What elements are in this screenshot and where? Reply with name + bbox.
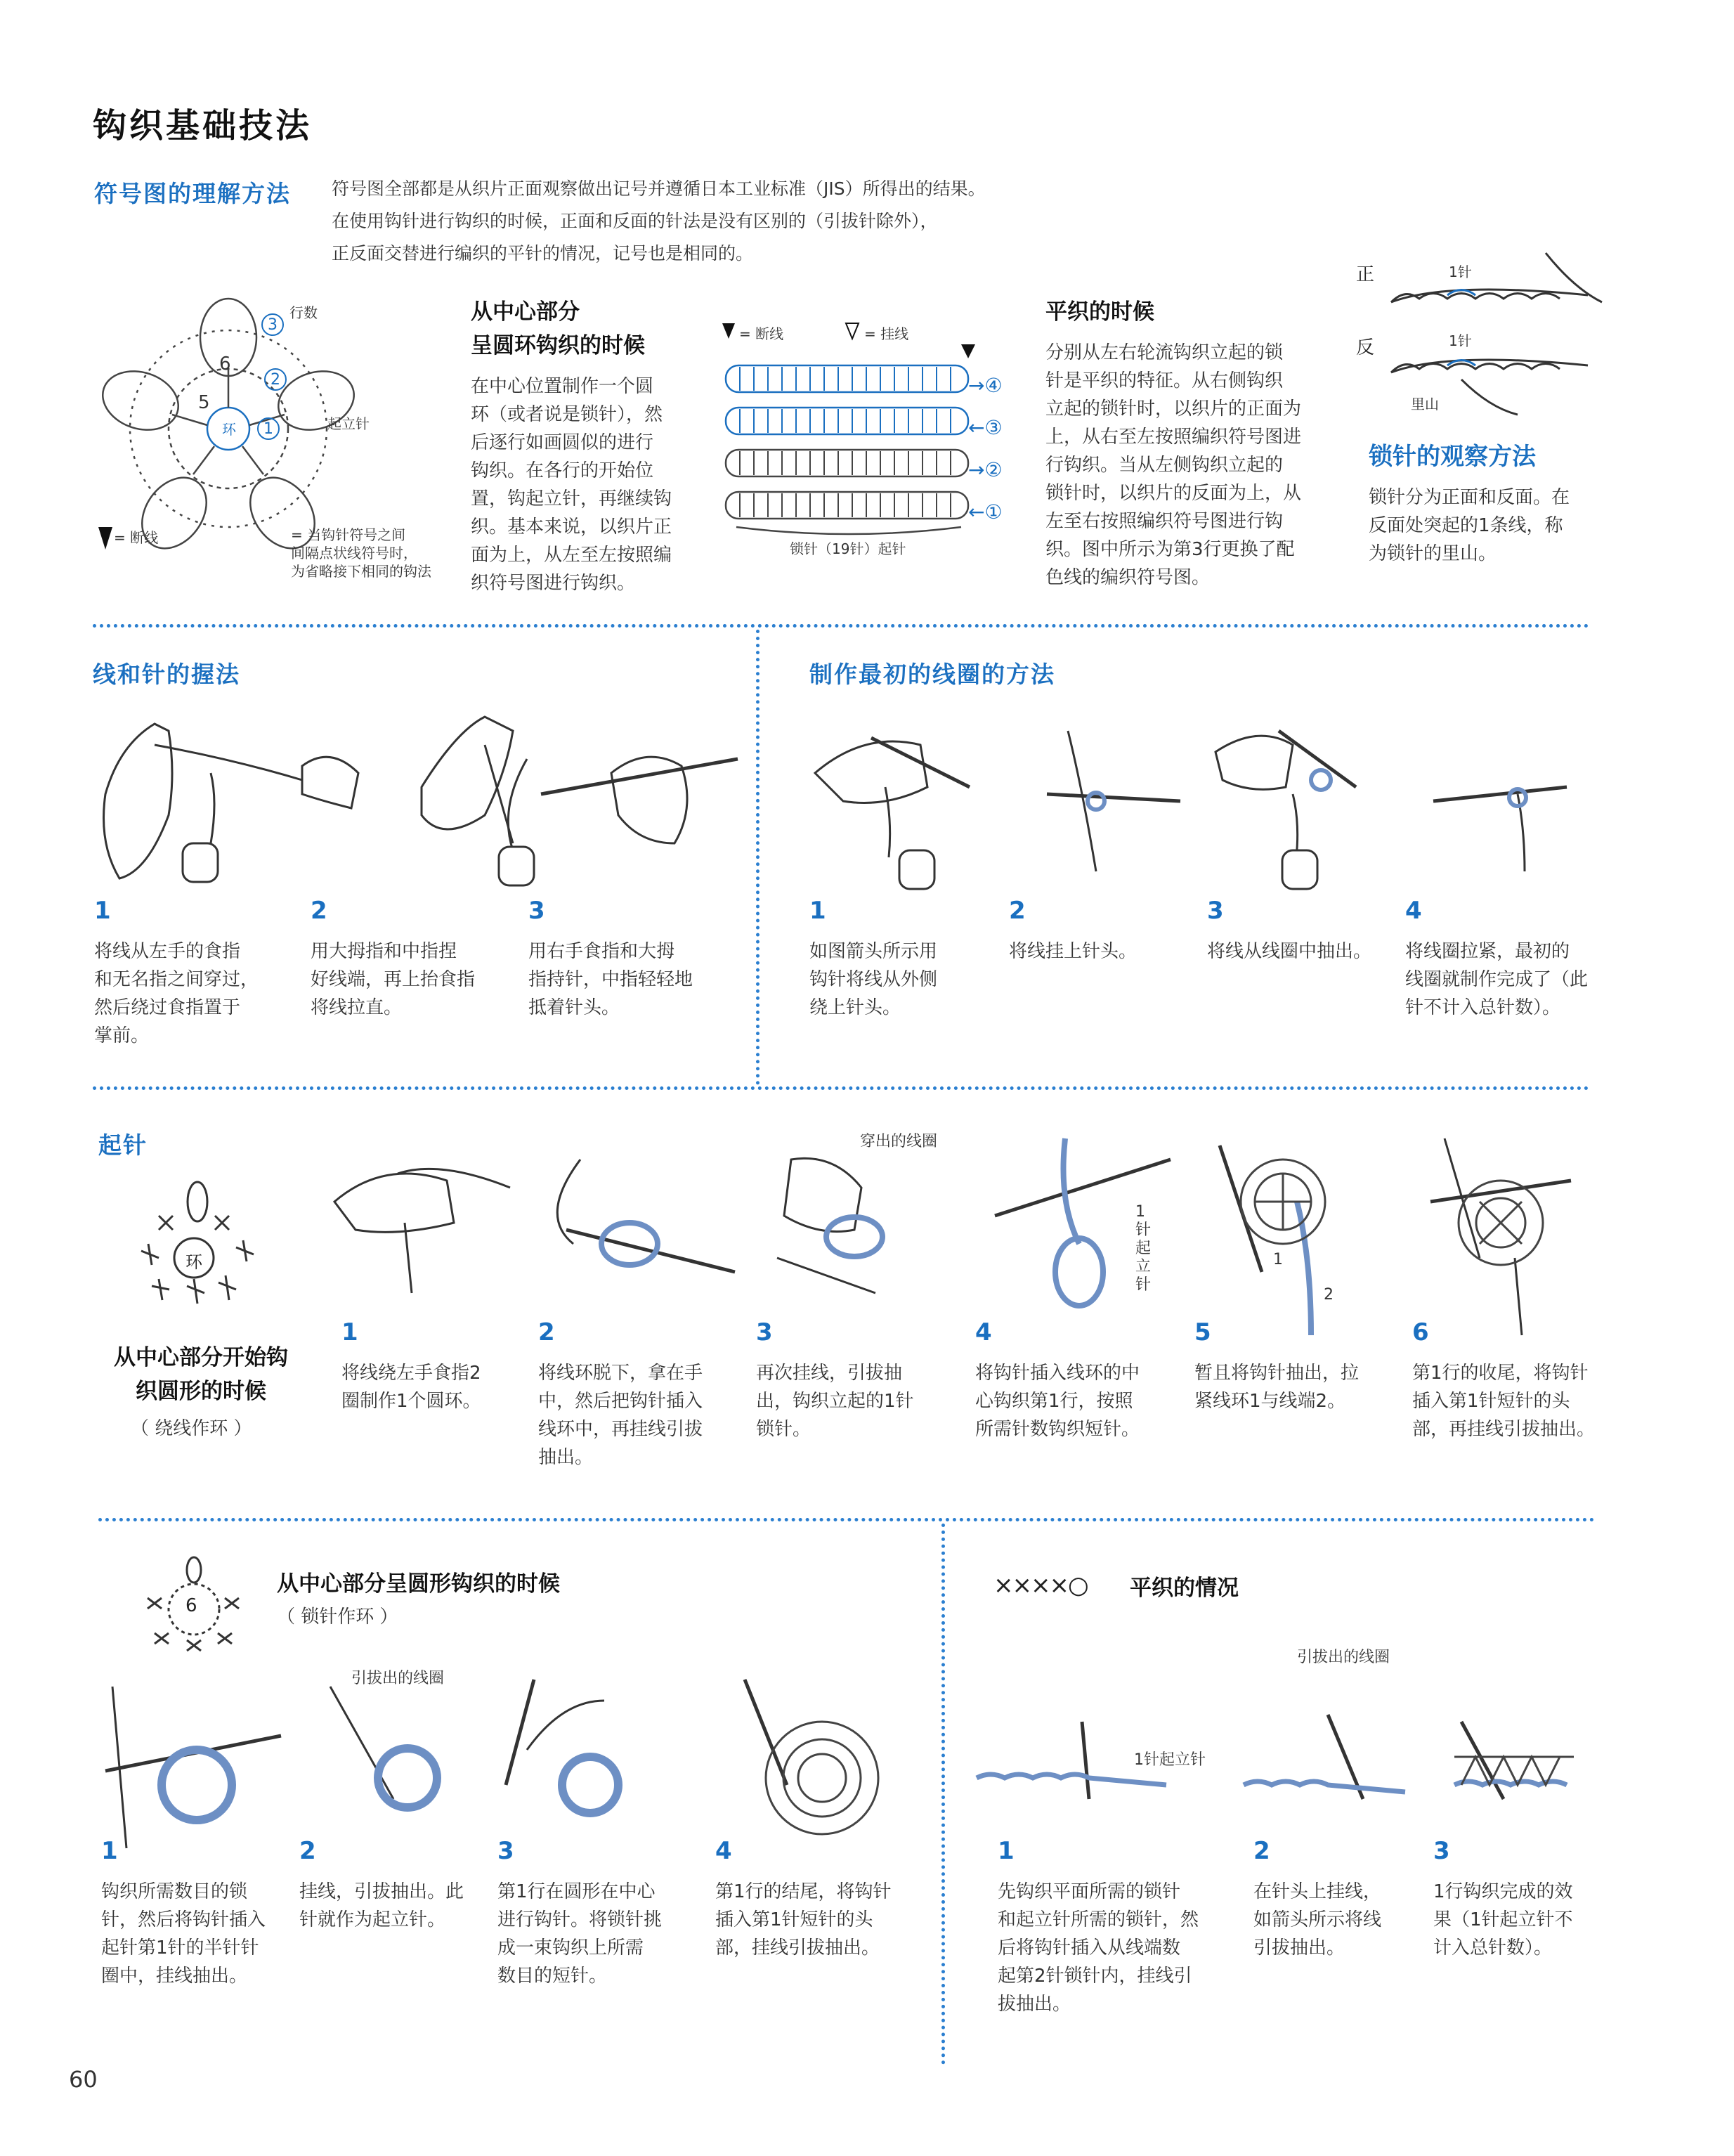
starting-illustrations: [327, 1131, 1599, 1335]
flat-legend-join: = 挂线: [864, 325, 909, 342]
flat-heading: 平织的时候: [1045, 299, 1154, 325]
chain-ring-step-3-text: 第1行在圆形在中心 进行钩针。将锁针挑 成一束钩织上所需 数目的短针。: [497, 1881, 663, 1987]
starting-ring-label: 环: [185, 1252, 202, 1272]
flat-row-3: ←③: [968, 416, 1003, 439]
first-loop-step-3-text: 将线从线圈中抽出。: [1207, 941, 1372, 962]
chain-view-heading: 锁针的观察方法: [1369, 443, 1536, 471]
starting-heading: 从中心部分开始钩 织圆形的时候: [114, 1345, 288, 1404]
first-loop-step-4-text: 将线圈拉紧，最初的 线圈就制作完成了（此 针不计入总针数）。: [1405, 941, 1589, 1018]
chain-ring-step-2-num: 2: [299, 1837, 316, 1865]
flat-text: 分别从左右轮流钩织立起的锁 针是平织的特征。从右侧钩织 立起的锁针时，以织片的正面为 上，从右至左按照编织符号图进 行钩织。当从左侧钩织立起的 锁针时，以织片的反面为上，从 左至右按照编织符号图进行钩 织。图中所示为第3行更换了配 色线的编织符号图。: [1045, 342, 1302, 588]
flat-case-step-2-num: 2: [1253, 1837, 1270, 1865]
flat-chain-label: 锁针（19针）起针: [790, 540, 906, 557]
chain-ring-illustrations: [98, 1673, 913, 1848]
starting-step-4-num: 4: [975, 1318, 992, 1346]
flat-case-step-2-text: 在针头上挂线， 如箭头所示将线 引拔抽出。: [1253, 1881, 1382, 1959]
chain-ring-num: 6: [185, 1595, 197, 1616]
chain-view-text: 锁针分为正面和反面。在 反面处突起的1条线，称 为锁针的里山。: [1369, 487, 1570, 564]
holding-step-1-text: 将线从左手的食指 和无名指之间穿过， 然后绕过食指置于 掌前。: [94, 941, 259, 1046]
chain-ring-sub: （ 锁针作环 ）: [277, 1606, 398, 1628]
chain-back-label: 反: [1356, 337, 1375, 358]
flat-legend-cut: = 断线: [739, 325, 784, 342]
divider-2: [93, 1086, 1589, 1090]
divider-vertical-2: [941, 1524, 945, 2065]
starting-step-1-text: 将线绕左手食指2 圈制作1个圆环。: [341, 1363, 481, 1412]
starting-step-2-text: 将线环脱下，拿在手 中，然后把钩针插入 线环中，再挂线引拔 抽出。: [538, 1363, 703, 1468]
divider-3: [98, 1518, 1595, 1521]
row-num-2: 2: [270, 371, 280, 389]
first-loop-section-title: 制作最初的线圈的方法: [809, 661, 1055, 688]
chain-mountain-label: 里山: [1411, 396, 1439, 413]
starting-step-2-num: 2: [538, 1318, 555, 1346]
symbols-section-title: 符号图的理解方法: [94, 180, 291, 207]
flat-case-loop-label: 引拔出的线圈: [1297, 1649, 1390, 1666]
holding-section-title: 线和针的握法: [93, 661, 240, 688]
starting-step-6-text: 第1行的收尾，将钩针 插入第1针短针的头 部，再挂线引拔抽出。: [1412, 1363, 1596, 1440]
flat-case-step-3-text: 1行钩织完成的效 果（1针起立针不 计入总针数）。: [1433, 1881, 1573, 1959]
flat-row-2: →②: [968, 458, 1003, 481]
starting-arrow-2: 2: [1324, 1286, 1334, 1304]
flat-case-step-1-text: 先钩织平面所需的锁针 和起立针所需的锁针，然 后将钩针插入从线端数 起第2针锁针内，挂线引 拔抽出。: [998, 1881, 1199, 2015]
holding-step-2-num: 2: [311, 897, 327, 925]
starting-step-5-num: 5: [1194, 1318, 1211, 1346]
flat-case-step-1-num: 1: [998, 1837, 1015, 1865]
starting-step-4-text: 将钩针插入线环的中 心钩织第1行，按照 所需针数钩织短针。: [975, 1363, 1140, 1440]
holding-step-2-text: 用大拇指和中指捏 好线端，再上抬食指 将线拉直。: [311, 941, 476, 1018]
holding-step-3-num: 3: [528, 897, 545, 925]
page-title: 钩织基础技法: [93, 106, 313, 145]
legend-dotted-note: = 当钩针符号之间 间隔点状线符号时， 为省略接下相同的钩法: [291, 526, 431, 580]
inner-num-6: 6: [219, 353, 231, 375]
chain-ring-step-4-text: 第1行的结尾，将钩针 插入第1针短针的头 部，挂线引拔抽出。: [715, 1881, 892, 1959]
chain-ring-step-3-num: 3: [497, 1837, 514, 1865]
flat-case-chain-label: 1针起立针: [1134, 1751, 1206, 1769]
chain-front-stitch-label: 1针: [1449, 264, 1472, 280]
starting-step-3-num: 3: [756, 1318, 773, 1346]
holding-step-3-text: 用右手食指和大拇 指持针，中指轻轻地 抵着针头。: [528, 941, 693, 1018]
row-num-3: 3: [268, 316, 278, 334]
starting-section-title: 起针: [98, 1131, 148, 1159]
flat-row-1: ←①: [968, 500, 1003, 524]
flat-case-heading: 平织的情况: [1130, 1576, 1239, 1601]
chain-ring-step-1-num: 1: [101, 1837, 118, 1865]
first-loop-step-1-text: 如图箭头所示用 钩针将线从外侧 绕上针头。: [809, 941, 938, 1018]
first-loop-step-4-num: 4: [1405, 897, 1422, 925]
starting-ring-symbol: [138, 1167, 257, 1307]
starting-sub: （ 绕线作环 ）: [131, 1418, 252, 1439]
flat-case-step-3-num: 3: [1433, 1837, 1450, 1865]
first-loop-step-3-num: 3: [1207, 897, 1224, 925]
first-loop-step-2-text: 将线挂上针头。: [1009, 941, 1137, 962]
starting-step-1-num: 1: [341, 1318, 358, 1346]
starting-step-6-num: 6: [1412, 1318, 1429, 1346]
flat-row-4: →④: [968, 374, 1003, 397]
flat-symbol-chart: [722, 323, 1003, 555]
starting-step-3-text: 再次挂线，引拔抽 出，钩织立起的1针 锁针。: [756, 1363, 914, 1440]
page-number: 60: [69, 2066, 98, 2093]
starting-arrow-1: 1: [1273, 1251, 1283, 1268]
starting-loop-label: 穿出的线圈: [860, 1133, 938, 1150]
inner-num-5: 5: [198, 392, 210, 413]
first-loop-illustrations: [801, 703, 1574, 892]
label-rows: 行数: [289, 304, 318, 321]
chain-back-stitch-label: 1针: [1449, 332, 1472, 349]
first-loop-step-1-num: 1: [809, 897, 826, 925]
round-text: 在中心位置制作一个圆 环（或者说是锁针），然 后逐行如画圆似的进行 钩织。在各行的开始位 置，钩起立针，再继续钩 织。基本来说，以织片正 面为上，从左至左按照编 织符号图进行钩织。: [471, 376, 672, 594]
ring-label: 环: [222, 421, 236, 438]
holding-illustrations: [91, 703, 738, 892]
holding-step-1-num: 1: [94, 897, 111, 925]
starting-step-5-text: 暂且将钩针抽出，拉 紧线环1与线端2。: [1194, 1363, 1360, 1412]
divider-1: [93, 624, 1589, 628]
chain-ring-step-4-num: 4: [715, 1837, 732, 1865]
divider-vertical-1: [756, 630, 760, 1085]
label-start-chain: 起立针: [327, 415, 370, 432]
chain-front-label: 正: [1356, 264, 1375, 285]
chain-ring-loop-label: 引拔出的线圈: [351, 1670, 445, 1687]
first-loop-step-2-num: 2: [1009, 897, 1026, 925]
starting-chain-label: 1 针 起 立 针: [1135, 1203, 1152, 1294]
flat-case-symbol: ××××○: [993, 1571, 1088, 1599]
symbols-intro: 符号图全部都是从织片正面观察做出记号并遵循日本工业标准（JIS）所得出的结果。 在使用钩针进行钩织的时候，正面和反面的针法是没有区别的（引拔针除外）， 正反面交替进行编织的平针的情况，记号也是相同的。: [332, 178, 986, 264]
chain-front-back-illustration: [1377, 246, 1609, 415]
chain-ring-step-2-text: 挂线，引拔抽出。此 针就作为起立针。: [299, 1881, 464, 1930]
legend-cut: = 断线: [114, 529, 159, 546]
flat-case-illustrations: [970, 1708, 1588, 1827]
chain-ring-heading: 从中心部分呈圆形钩织的时候: [277, 1571, 560, 1597]
chain-ring-step-1-text: 钩织所需数目的锁 针，然后将钩针插入 起针第1针的半针针 圈中，挂线抽出。: [101, 1881, 266, 1987]
row-num-1: 1: [263, 420, 273, 438]
round-heading: 从中心部分 呈圆环钩织的时候: [471, 299, 645, 358]
